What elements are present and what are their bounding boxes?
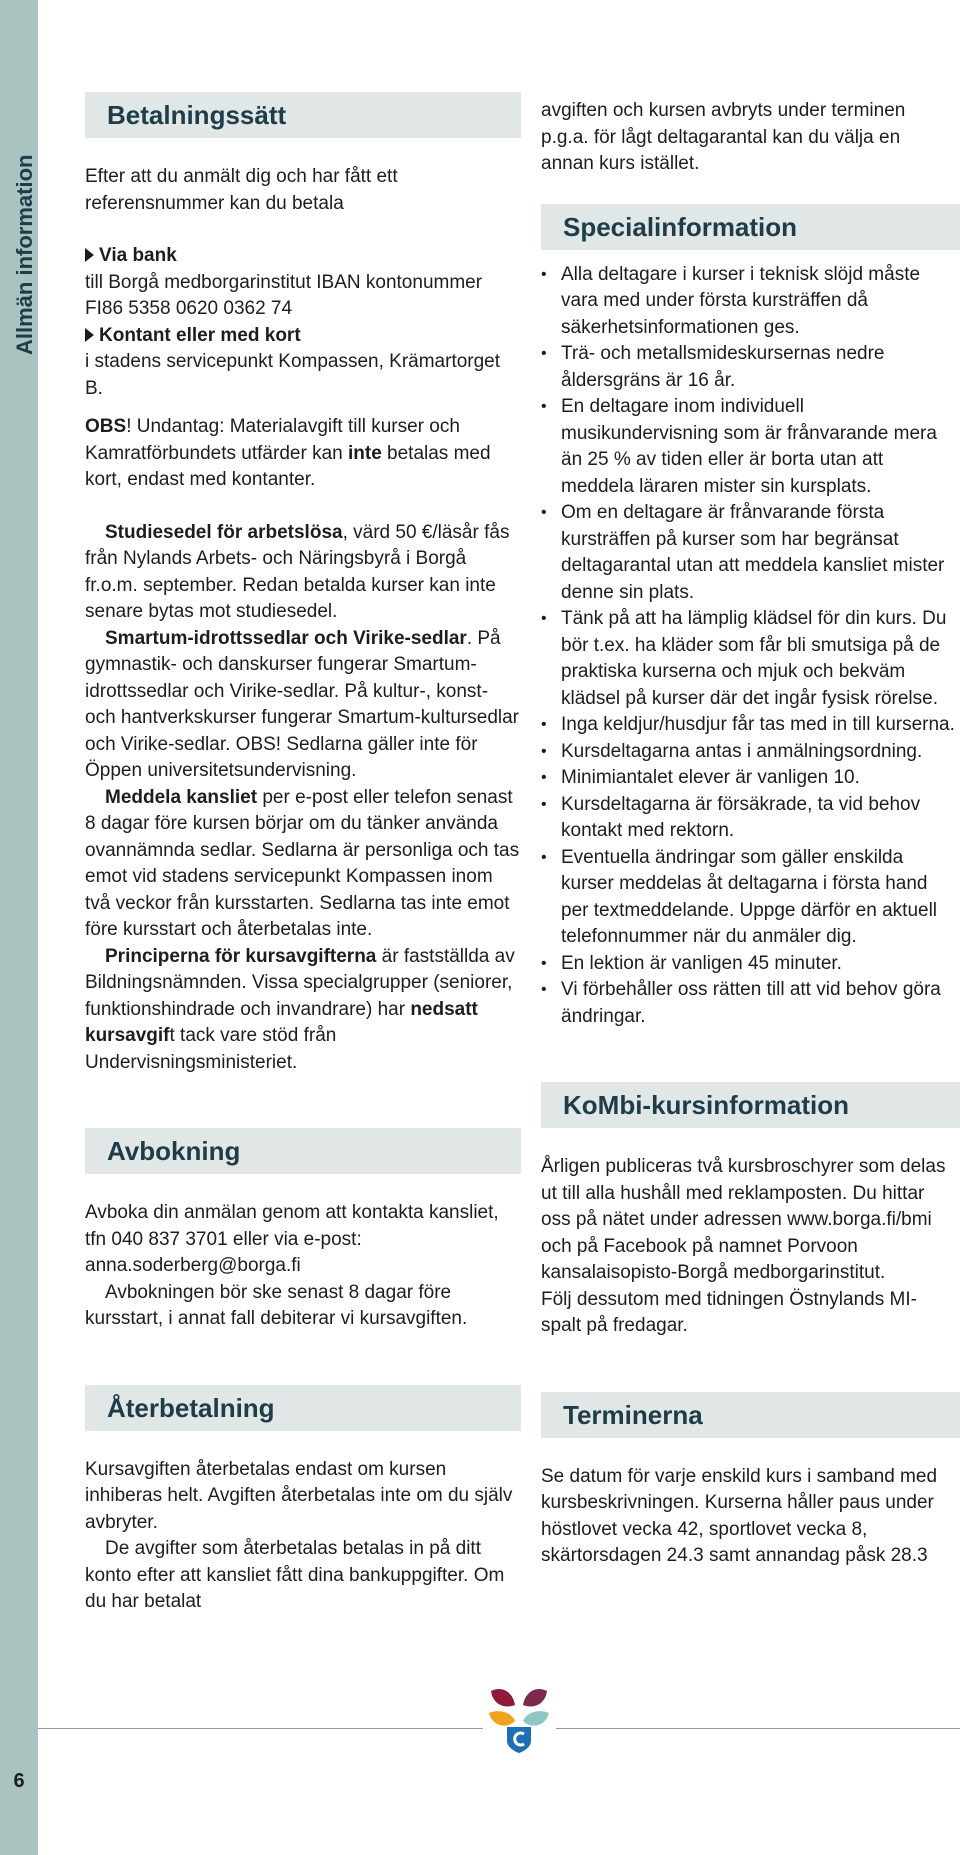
avbokning-text-2: Avbokningen bör ske senast 8 dagar före kursstart, i annat fall debiterar vi kursavgiften. xyxy=(85,1281,468,1329)
page-number: 6 xyxy=(13,1770,25,1792)
studiesedel-paragraph xyxy=(85,520,521,626)
list-item: • Trä- och metallsmideskursernas nedre åldersgräns är 16 år. xyxy=(541,341,956,394)
obs-label: OBS xyxy=(85,416,127,437)
heading-avbokning: Avbokning xyxy=(85,1128,521,1174)
heading-terminerna: Terminerna xyxy=(541,1392,960,1438)
principer-text: är fastställda av Bildningsnämnden. Vissa specialgrupper (seniorer, funktionshindrade och invandrare) har xyxy=(85,945,515,1020)
smartum-label: Smartum-idrottssedlar och Virike-sedlar xyxy=(105,627,467,649)
footer-divider-left xyxy=(38,1728,483,1729)
list-item: • En lektion är vanligen 45 minuter. xyxy=(541,951,956,978)
meddela-label: Meddela kansliet xyxy=(105,786,258,808)
terminerna-text: Se datum för varje enskild kurs i samband med kursbeskrivningen. Kurserna håller paus under höstlovet vecka 42, sportlovet vecka 8, skärtorsdagen 24.3 samt annandag påsk 28.3 xyxy=(541,1465,938,1566)
triangle-right-icon xyxy=(85,248,94,262)
smartum-text: . På gymnastik- och danskurser fungerar Smartum-idrottssedlar och Virike-sedlar. På kultur-, konst- och hantverkskurser fungerar Smartum-kultursedlar och Virike-sedlar. OBS! Sedlarna gäller inte för Öppen universitetsundervisning. xyxy=(85,627,520,781)
aterbetalning-continuation: avgiften och kursen avbryts under terminen p.g.a. för lågt deltagarantal kan du välja en annan kurs istället. xyxy=(541,100,906,174)
meddela-text: per e-post eller telefon senast 8 dagar före kursen börjar om du tänker använda ovannämnda sedlar. Sedlarna är personliga och tas emot vid stadens servicepunkt Kompassen inom två veckor från kursstarten. Sedlarna tas inte emot före kursstart och återbetalas inte. xyxy=(85,786,520,940)
cash-option xyxy=(85,323,521,350)
list-item: • Kursdeltagarna är försäkrade, ta vid behov kontakt med rektorn. xyxy=(541,792,956,845)
obs-text-end: betalas med kort, endast med kontanter. xyxy=(85,442,491,490)
heading-specialinformation: Specialinformation xyxy=(541,204,960,250)
principer-text-end: t tack vare stöd från Undervisningsministeriet. xyxy=(85,1025,337,1073)
heading-kombi: KoMbi-kursinformation xyxy=(541,1082,960,1128)
right-column xyxy=(541,98,956,1570)
list-item: • Vi förbehåller oss rätten till att vid behov göra ändringar. xyxy=(541,977,956,1030)
institute-logo-icon xyxy=(485,1683,553,1755)
footer-divider-right xyxy=(556,1728,960,1729)
studiesedel-text: , värd 50 €/läsår fås från Nylands Arbets- och Näringsbyrå i Borgå fr.o.m. september. Redan betalda kurser kan inte senare bytas mot studiesedel. xyxy=(85,521,510,622)
sidebar xyxy=(0,0,38,1855)
list-item: • Om en deltagare är frånvarande första kursträffen på kurser som har begränsat deltagarantal utan att meddela kansliet mister denne sin plats. xyxy=(541,500,956,606)
sidebar-title: Allmän information xyxy=(12,154,37,355)
nedsatt-label: nedsatt kursavgif xyxy=(85,998,478,1046)
payment-intro: Efter att du anmält dig och har fått ett referensnummer kan du betala xyxy=(85,166,398,214)
list-item: • Inga keldjur/husdjur får tas med in till kurserna. xyxy=(541,712,956,739)
principer-label: Principerna för kursavgifterna xyxy=(105,945,377,967)
aterbetalning-text-2: De avgifter som återbetalas betalas in på ditt konto efter att kansliet fått dina bankuppgifter. Om du har betalat xyxy=(85,1538,505,1612)
obs-inte: inte xyxy=(347,442,382,464)
obs-paragraph xyxy=(85,414,521,494)
aterbetalning-text: Kursavgiften återbetalas endast om kursen inhiberas helt. Avgiften återbetalas inte om du själv avbryter. xyxy=(85,1458,513,1533)
heading-aterbetalning: Återbetalning xyxy=(85,1385,521,1431)
smartum-paragraph xyxy=(85,626,521,785)
kombi-text-2: Följ dessutom med tidningen Östnylands MI-spalt på fredagar. xyxy=(541,1288,917,1336)
list-item: • En deltagare inom individuell musikundervisning som är frånvarande mera än 25 % av tiden eller är borta utan att meddela läraren mister sin kursplats. xyxy=(541,394,956,500)
special-list xyxy=(541,262,956,1031)
list-item: • Alla deltagare i kurser i teknisk slöjd måste vara med under första kursträffen då säkerhetsinformationen ges. xyxy=(541,262,956,342)
heading-betalningssatt: Betalningssätt xyxy=(85,92,521,138)
meddela-paragraph xyxy=(85,785,521,944)
list-item: • Minimiantalet elever är vanligen 10. xyxy=(541,765,956,792)
list-item: • Kursdeltagarna antas i anmälningsordning. xyxy=(541,739,956,766)
list-item: • Eventuella ändringar som gäller enskilda kurser meddelas åt deltagarna i första hand per textmeddelande. Uppge därför en aktuell telefonnummer när du anmäler dig. xyxy=(541,845,956,951)
studiesedel-label: Studiesedel för arbetslösa xyxy=(105,521,343,543)
bank-text: till Borgå medborgarinstitut IBAN kontonummer FI86 5358 0620 0362 74 xyxy=(85,271,483,319)
cash-label: Kontant eller med kort xyxy=(99,324,301,346)
kombi-text: Årligen publiceras två kursbroschyrer som delas ut till alla hushåll med reklamposten. Du hittar oss på nätet under adressen www.borga.fi/bmi och på Facebook på namnet Porvoon kansalaisopisto-Borgå medborgarinstitut. xyxy=(541,1156,946,1283)
bank-label: Via bank xyxy=(99,245,177,266)
list-item: • Tänk på att ha lämplig klädsel för din kurs. Du bör t.ex. ha kläder som får bli smutsiga på de praktiska kurserna och mjuk och bekväm klädsel på kurser där det ingår fysisk rörelse. xyxy=(541,606,956,712)
obs-text: ! Undantag: Materialavgift till kurser och Kamratförbundets utfärder kan xyxy=(85,416,460,464)
bank-option xyxy=(85,243,521,270)
principer-paragraph xyxy=(85,944,521,1077)
cash-text: i stadens servicepunkt Kompassen, Krämartorget B. xyxy=(85,351,501,399)
avbokning-text: Avboka din anmälan genom att kontakta kansliet, tfn 040 837 3701 eller via e-post: anna.soderberg@borga.fi xyxy=(85,1202,499,1276)
triangle-right-icon xyxy=(85,328,94,342)
left-column xyxy=(85,92,521,1616)
